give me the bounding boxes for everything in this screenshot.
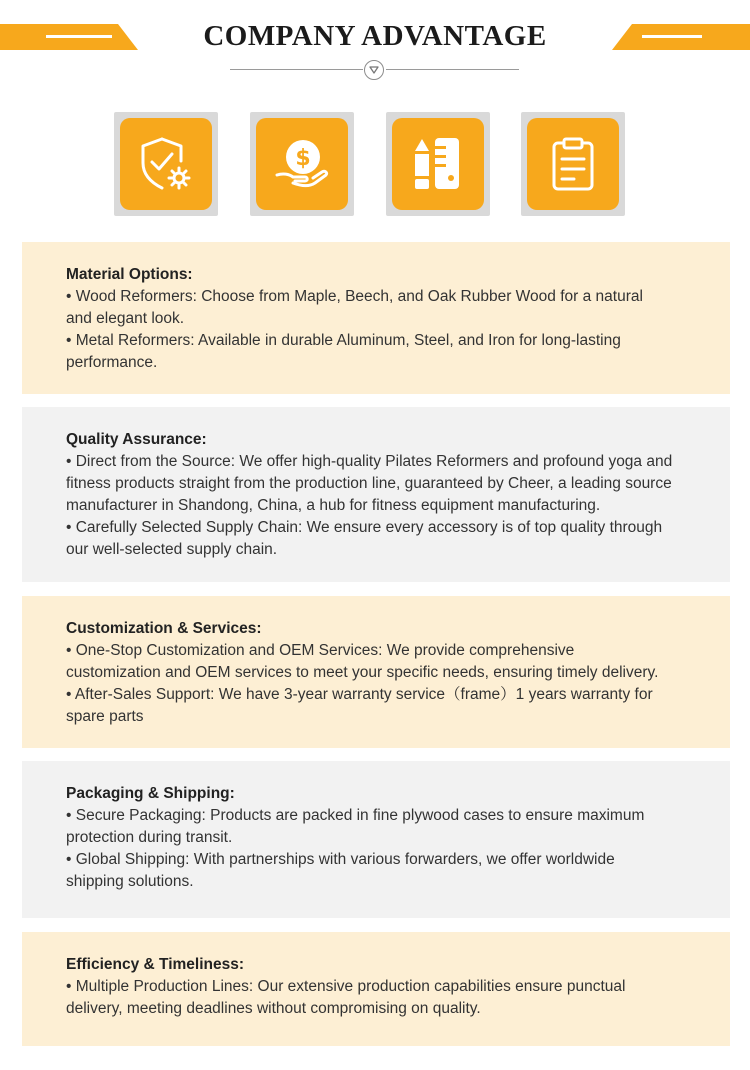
shield-gear-icon <box>135 133 197 195</box>
section-title: Customization & Services: <box>66 620 262 637</box>
icon-tile-clipboard <box>521 112 625 216</box>
section-line: fitness products straight from the production line, guaranteed by Cheer, a leading source <box>66 475 672 492</box>
section-title: Packaging & Shipping: <box>66 785 235 802</box>
pencil-ruler-icon <box>407 133 469 195</box>
section-line: • Wood Reformers: Choose from Maple, Beech, and Oak Rubber Wood for a natural <box>66 288 643 305</box>
section-line: • Secure Packaging: Products are packed in fine plywood cases to ensure maximum <box>66 807 645 824</box>
section-line: spare parts <box>66 708 144 725</box>
chevron-down-icon <box>364 60 384 80</box>
section-efficiency-timeliness <box>22 932 730 1046</box>
section-line: manufacturer in Shandong, China, a hub for fitness equipment manufacturing. <box>66 497 601 514</box>
section-line: shipping solutions. <box>66 873 194 890</box>
section-line: • Carefully Selected Supply Chain: We ensure every accessory is of top quality through <box>66 519 663 536</box>
section-material-options <box>22 242 730 394</box>
section-line: • After-Sales Support: We have 3-year warranty service（frame）1 years warranty for <box>66 686 653 703</box>
section-line: our well-selected supply chain. <box>66 541 278 558</box>
section-title: Quality Assurance: <box>66 431 207 448</box>
section-title: Efficiency & Timeliness: <box>66 956 245 973</box>
section-line: • One-Stop Customization and OEM Services: We provide comprehensive <box>66 642 575 659</box>
section-title: Material Options: <box>66 266 193 283</box>
svg-text:$: $ <box>295 146 311 171</box>
section-line: protection during transit. <box>66 829 233 846</box>
clipboard-icon <box>542 133 604 195</box>
section-line: • Metal Reformers: Available in durable Aluminum, Steel, and Iron for long-lasting <box>66 332 621 349</box>
divider-right <box>386 69 519 70</box>
icon-tile-pencil <box>386 112 490 216</box>
section-line: • Multiple Production Lines: Our extensive production capabilities ensure punctual <box>66 978 626 995</box>
page-title: COMPANY ADVANTAGE <box>203 20 547 52</box>
icon-tile-shield <box>114 112 218 216</box>
section-line: • Direct from the Source: We offer high-quality Pilates Reformers and profound yoga and <box>66 453 673 470</box>
section-line: • Global Shipping: With partnerships with various forwarders, we offer worldwide <box>66 851 615 868</box>
section-line: performance. <box>66 354 158 371</box>
section-line: and elegant look. <box>66 310 185 327</box>
section-quality-assurance <box>22 407 730 582</box>
dollar-hand-icon <box>271 133 333 195</box>
section-customization-services <box>22 596 730 748</box>
header <box>0 0 750 90</box>
section-line: customization and OEM services to meet your specific needs, ensuring timely delivery. <box>66 664 659 681</box>
icon-tile-dollar <box>250 112 354 216</box>
divider-left <box>230 69 363 70</box>
section-packaging-shipping <box>22 761 730 918</box>
section-line: delivery, meeting deadlines without compromising on quality. <box>66 1000 481 1017</box>
